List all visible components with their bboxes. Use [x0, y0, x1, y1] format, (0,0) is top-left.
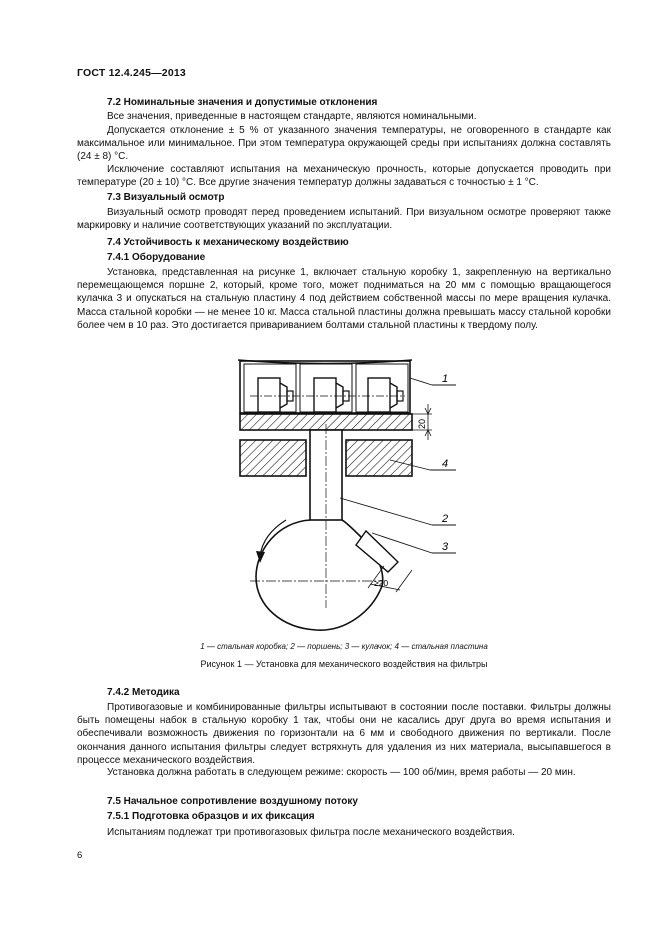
steel-box	[238, 360, 412, 430]
section-7-5-1-paragraph-1: Испытаниям подлежат три противогазовых фильтра после механического воздействия.	[107, 827, 515, 838]
figure-label-3: 3	[442, 541, 449, 553]
cam	[250, 520, 398, 630]
figure-1-legend: 1 — стальная коробка; 2 — поршень; 3 — кулачок; 4 — стальная пластина	[200, 642, 488, 651]
figure-label-1: 1	[442, 373, 449, 385]
piston	[310, 424, 342, 608]
section-7-4-1-heading: 7.4.1 Оборудование	[107, 252, 206, 263]
section-7-2-heading: 7.2 Номинальные значения и допустимые отклонения	[107, 97, 378, 108]
section-7-4-2-paragraph-1: Противогазовые и комбинированные фильтры испытывают в состоянии после поставки. Фильтры должны быть помещены набок в стальную коробку 1 так, чтобы они не касались друг друга во время испытания и обеспечивали возможность движения по горизонтали на 6 мм и свободного движения по вертикали. После окончания данного испытания фильтры следует встряхнуть для удаления из них материала, высыпавшегося в процессе механического воздействия.	[77, 702, 611, 766]
filter-1	[258, 378, 293, 412]
section-7-4-2-paragraph-2: Установка должна работать в следующем режиме: скорость — 100 об/мин, время работы — 20 мин.	[107, 767, 576, 778]
section-7-4-1-paragraph-1: Установка, представленная на рисунке 1, включает стальную коробку 1, закрепленную на вертикально перемещающемся поршне 2, который, кроме того, может подниматься на 20 мм с помощью вращающегося кулачка 3 и опускаться на стальную пластину 4 под действием собственной массы по мере вращения кулачка. Масса стальной коробки — не менее 10 кг. Масса стальной пластины должна превышать массу стальной коробки более чем в 10 раз. Это достигается привариванием болтами стальной пластины к твердому полу.	[77, 267, 611, 331]
section-7-3-heading: 7.3 Визуальный осмотр	[107, 192, 225, 203]
figure-label-2: 2	[442, 513, 449, 525]
page-number: 6	[77, 850, 83, 861]
section-7-2-paragraph-2: Допускается отклонение ± 5 % от указанного значения температуры, не оговоренного в стандарте как максимальное или минимальное. При этом температура окружающей среды при испытаниях должна составлять (24 ± 8) °С.	[77, 125, 611, 163]
section-7-5-1-heading: 7.5.1 Подготовка образцов и их фиксация	[107, 811, 315, 822]
section-7-2-paragraph-3: Исключение составляют испытания на механическую прочность, которые допускается проводить при температуре (20 ± 10) °С. Все другие значения температур должны задаваться с точностью ± 1 °С.	[77, 164, 611, 189]
dimension-ge20-label: ≥20	[374, 578, 389, 588]
section-7-3-paragraph-1: Визуальный осмотр проводят перед проведением испытаний. При визуальном осмотре проверяют также маркировку и наличие соответствующих указаний по эксплуатации.	[77, 207, 611, 232]
filter-3	[368, 378, 403, 412]
filter-2	[314, 378, 349, 412]
figure-label-4: 4	[442, 458, 449, 470]
figure-1-title: Рисунок 1 — Установка для механического воздействия на фильтры	[200, 659, 488, 669]
section-7-2-paragraph-1: Все значения, приведенные в настоящем стандарте, являются номинальными.	[107, 111, 477, 122]
dimension-20-label: 20	[417, 418, 427, 430]
section-7-4-heading: 7.4 Устойчивость к механическому воздействию	[107, 237, 349, 248]
rotation-arrow-icon	[256, 520, 286, 563]
section-7-4-2-heading: 7.4.2 Методика	[107, 687, 180, 698]
section-7-5-heading: 7.5 Начальное сопротивление воздушному потоку	[107, 796, 358, 807]
standard-header: ГОСТ 12.4.245—2013	[77, 67, 186, 79]
